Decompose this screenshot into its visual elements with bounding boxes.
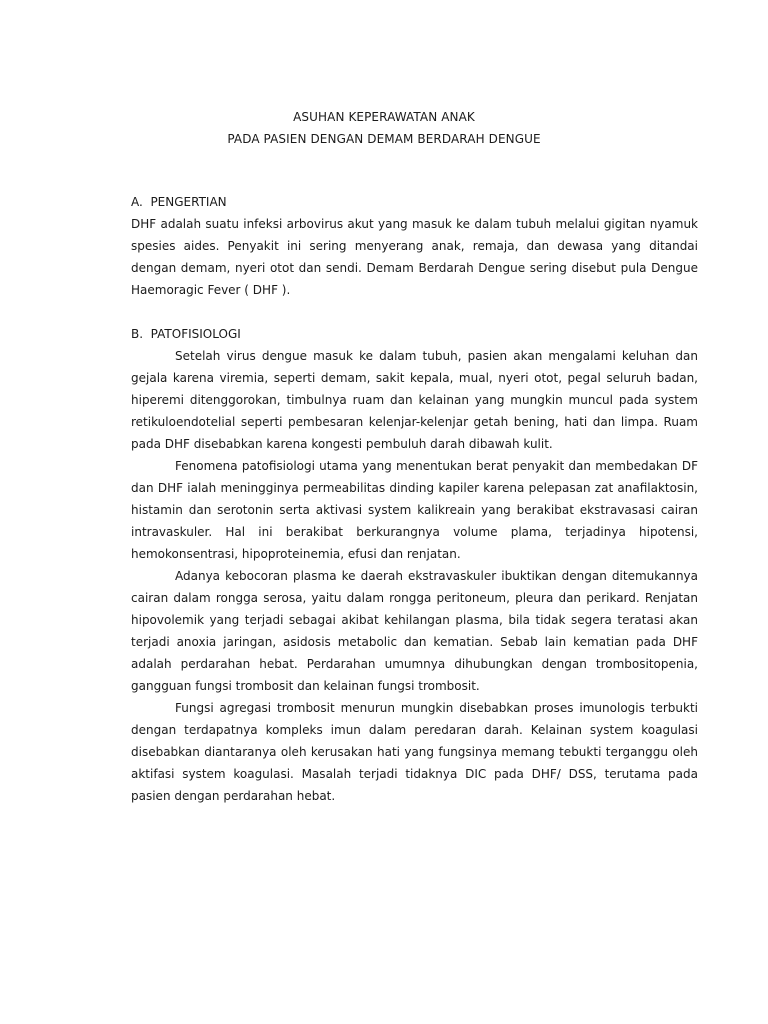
document-title xyxy=(0,106,768,150)
paragraph-patofisiologi-2: Fenomena patofisiologi utama yang menentukan berat penyakit dan membedakan DF dan DHF ialah meningginya permeabilitas dinding kapiler karena pelepasan zat anafilaktosin, histamin dan serotonin serta aktivasi system kalikreain yang berakibat ekstravasasi cairan intravaskuler. Hal ini berakibat berkurangnya volume plama, terjadinya hipotensi, hemokonsentrasi, hipoproteinemia, efusi dan renjatan. xyxy=(131,459,698,561)
paragraph-pengertian: DHF adalah suatu infeksi arbovirus akut yang masuk ke dalam tubuh melalui gigitan nyamuk spesies aides. Penyakit ini sering menyerang anak, remaja, dan dewasa yang ditandai dengan demam, nyeri otot dan sendi. Demam Berdarah Dengue sering disebut pula Dengue Haemoragic Fever ( DHF ). xyxy=(131,217,698,297)
title-line-1: ASUHAN KEPERAWATAN ANAK xyxy=(293,110,475,124)
section-heading-patofisiologi: B. PATOFISIOLOGI xyxy=(131,327,241,341)
section-spacer xyxy=(131,301,698,323)
section-heading-pengertian: A. PENGERTIAN xyxy=(131,195,227,209)
paragraph-patofisiologi-1: Setelah virus dengue masuk ke dalam tubuh, pasien akan mengalami keluhan dan gejala karena viremia, seperti demam, sakit kepala, mual, nyeri otot, pegal seluruh badan, hiperemi ditenggorokan, timbulnya ruam dan kelainan yang mungkin muncul pada system retikuloendotelial seperti pembesaran kelenjar-kelenjar getah bening, hati dan limpa. Ruam pada DHF disebabkan karena kongesti pembuluh darah dibawah kulit. xyxy=(131,349,698,451)
document-body xyxy=(131,191,698,807)
paragraph-patofisiologi-4: Fungsi agregasi trombosit menurun mungkin disebabkan proses imunologis terbukti dengan terdapatnya kompleks imun dalam peredaran darah. Kelainan system koagulasi disebabkan diantaranya oleh kerusakan hati yang fungsinya memang tebukti terganggu oleh aktifasi system koagulasi. Masalah terjadi tidaknya DIC pada DHF/ DSS, terutama pada pasien dengan perdarahan hebat. xyxy=(131,701,698,803)
title-line-2: PADA PASIEN DENGAN DEMAM BERDARAH DENGUE xyxy=(227,132,541,146)
paragraph-patofisiologi-3: Adanya kebocoran plasma ke daerah ekstravaskuler ibuktikan dengan ditemukannya cairan dalam rongga serosa, yaitu dalam rongga peritoneum, pleura dan perikard. Renjatan hipovolemik yang terjadi sebagai akibat kehilangan plasma, bila tidak segera teratasi akan terjadi anoxia jaringan, asidosis metabolic dan kematian. Sebab lain kematian pada DHF adalah perdarahan hebat. Perdarahan umumnya dihubungkan dengan trombositopenia, gangguan fungsi trombosit dan kelainan fungsi trombosit. xyxy=(131,569,698,693)
